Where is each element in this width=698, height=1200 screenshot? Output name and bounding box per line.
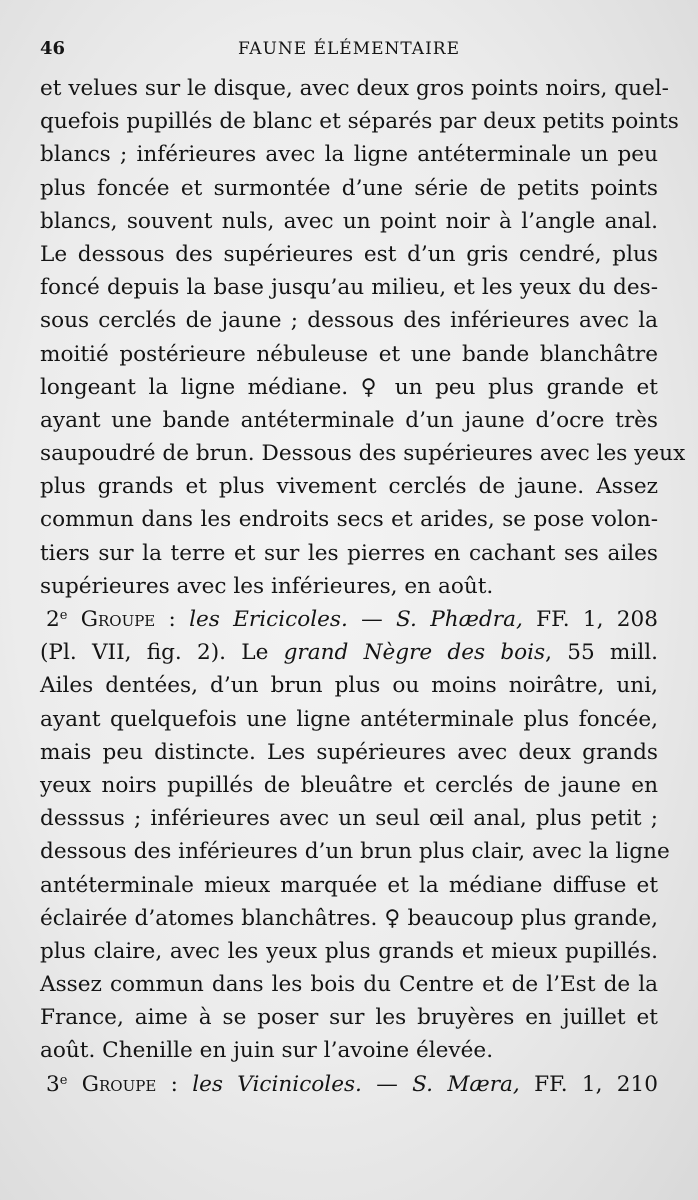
text-line: mais peu distincte. Les supérieures avec deux grands (40, 739, 658, 765)
text-line: yeux noirs pupillés de bleuâtre et cerclés de jaune en (40, 772, 658, 798)
body-text (40, 72, 686, 1101)
text-line: ayant quelquefois une ligne antéterminale plus foncée, (40, 706, 658, 732)
text-line: desssus ; inférieures avec un seul œil anal, plus petit ; (40, 806, 658, 832)
text-line: foncé depuis la base jusqu’au milieu, et les yeux du des- (40, 275, 658, 301)
running-title: FAUNE ÉLÉMENTAIRE (237, 39, 461, 59)
groupe-2-dash: — (347, 607, 397, 632)
plate-reference: (Pl. VII, fig. 2). Le (40, 640, 284, 666)
text-line: moitié postérieure nébuleuse et une bande blanchâtre (40, 341, 658, 367)
groupe-2-ordinal: e (59, 608, 68, 623)
groupe-2-number: 2 (46, 607, 60, 632)
text-line: commun dans les endroits secs et arides, se pose volon- (40, 507, 658, 533)
size-text: , 55 mill. (545, 640, 658, 666)
text-line: tiers sur la terre et sur les pierres en cachant ses ailes (40, 540, 658, 566)
groupe-3-ordinal: e (59, 1072, 68, 1088)
text-line: éclairée d’atomes blanchâtres. ♀ beaucoup plus grande, (40, 905, 658, 931)
text-line: Ailes dentées, d’un brun plus ou moins noirâtre, uni, (40, 673, 658, 699)
text-line: plus grands et plus vivement cerclés de jaune. Assez (40, 474, 658, 500)
text-line: Assez commun dans les bois du Centre et de l’Est de la (40, 972, 658, 998)
common-name: grand Nègre des bois (283, 640, 546, 666)
species-phaedra: S. Phædra, (396, 607, 523, 632)
text-line: ayant une bande antéterminale d’un jaune d’ocre très (40, 407, 658, 433)
text-line: sous cerclés de jaune ; dessous des inférieures avec la (40, 308, 658, 334)
groupe-3-heading (40, 1068, 658, 1101)
text-line (40, 636, 658, 669)
page-header (40, 38, 658, 64)
text-line: quefois pupillés de blanc et séparés par deux petits points (40, 109, 679, 135)
page-number: 46 (40, 38, 66, 59)
text-line: blancs ; inférieures avec la ligne antéterminale un peu (40, 142, 658, 168)
text-line: plus claire, avec les yeux plus grands et mieux pupillés. (40, 938, 658, 964)
text-line: août. Chenille en juin sur l’avoine élevée. (40, 1038, 494, 1064)
groupe-2-label: Groupe (80, 607, 156, 632)
groupe-2-heading (40, 603, 658, 636)
text-line: longeant la ligne médiane. ♀ un peu plus grande et (40, 374, 658, 400)
text-line: dessous des inférieures d’un brun plus clair, avec la ligne (40, 839, 670, 865)
groupe-2-name: les Ericicoles. (189, 607, 348, 632)
groupe-3-label: Groupe (81, 1071, 157, 1097)
groupe-3-number: 3 (46, 1071, 60, 1097)
groupe-3-reference: FF. 1, 210 (519, 1071, 658, 1097)
groupe-2-reference: FF. 1, 208 (522, 607, 658, 632)
groupe-3-name: les Vicinicoles. (192, 1071, 362, 1097)
groupe-3-dash: — (361, 1071, 413, 1097)
species-maera: S. Mæra, (412, 1071, 520, 1097)
text-line: et velues sur le disque, avec deux gros points noirs, quel- (40, 76, 669, 101)
text-line: antéterminale mieux marquée et la médiane diffuse et (40, 872, 658, 898)
text-line: blancs, souvent nuls, avec un point noir à l’angle anal. (40, 208, 658, 234)
text-line: Le dessous des supérieures est d’un gris cendré, plus (40, 241, 658, 267)
text-line: plus foncée et surmontée d’une série de petits points (40, 175, 658, 201)
text-line: supérieures avec les inférieures, en août. (40, 573, 494, 599)
groupe-3-colon: : (156, 1071, 193, 1097)
groupe-2-colon: : (155, 607, 190, 632)
text-line: France, aime à se poser sur les bruyères en juillet et (40, 1005, 658, 1031)
text-line: saupoudré de brun. Dessous des supérieures avec les yeux (40, 441, 686, 467)
